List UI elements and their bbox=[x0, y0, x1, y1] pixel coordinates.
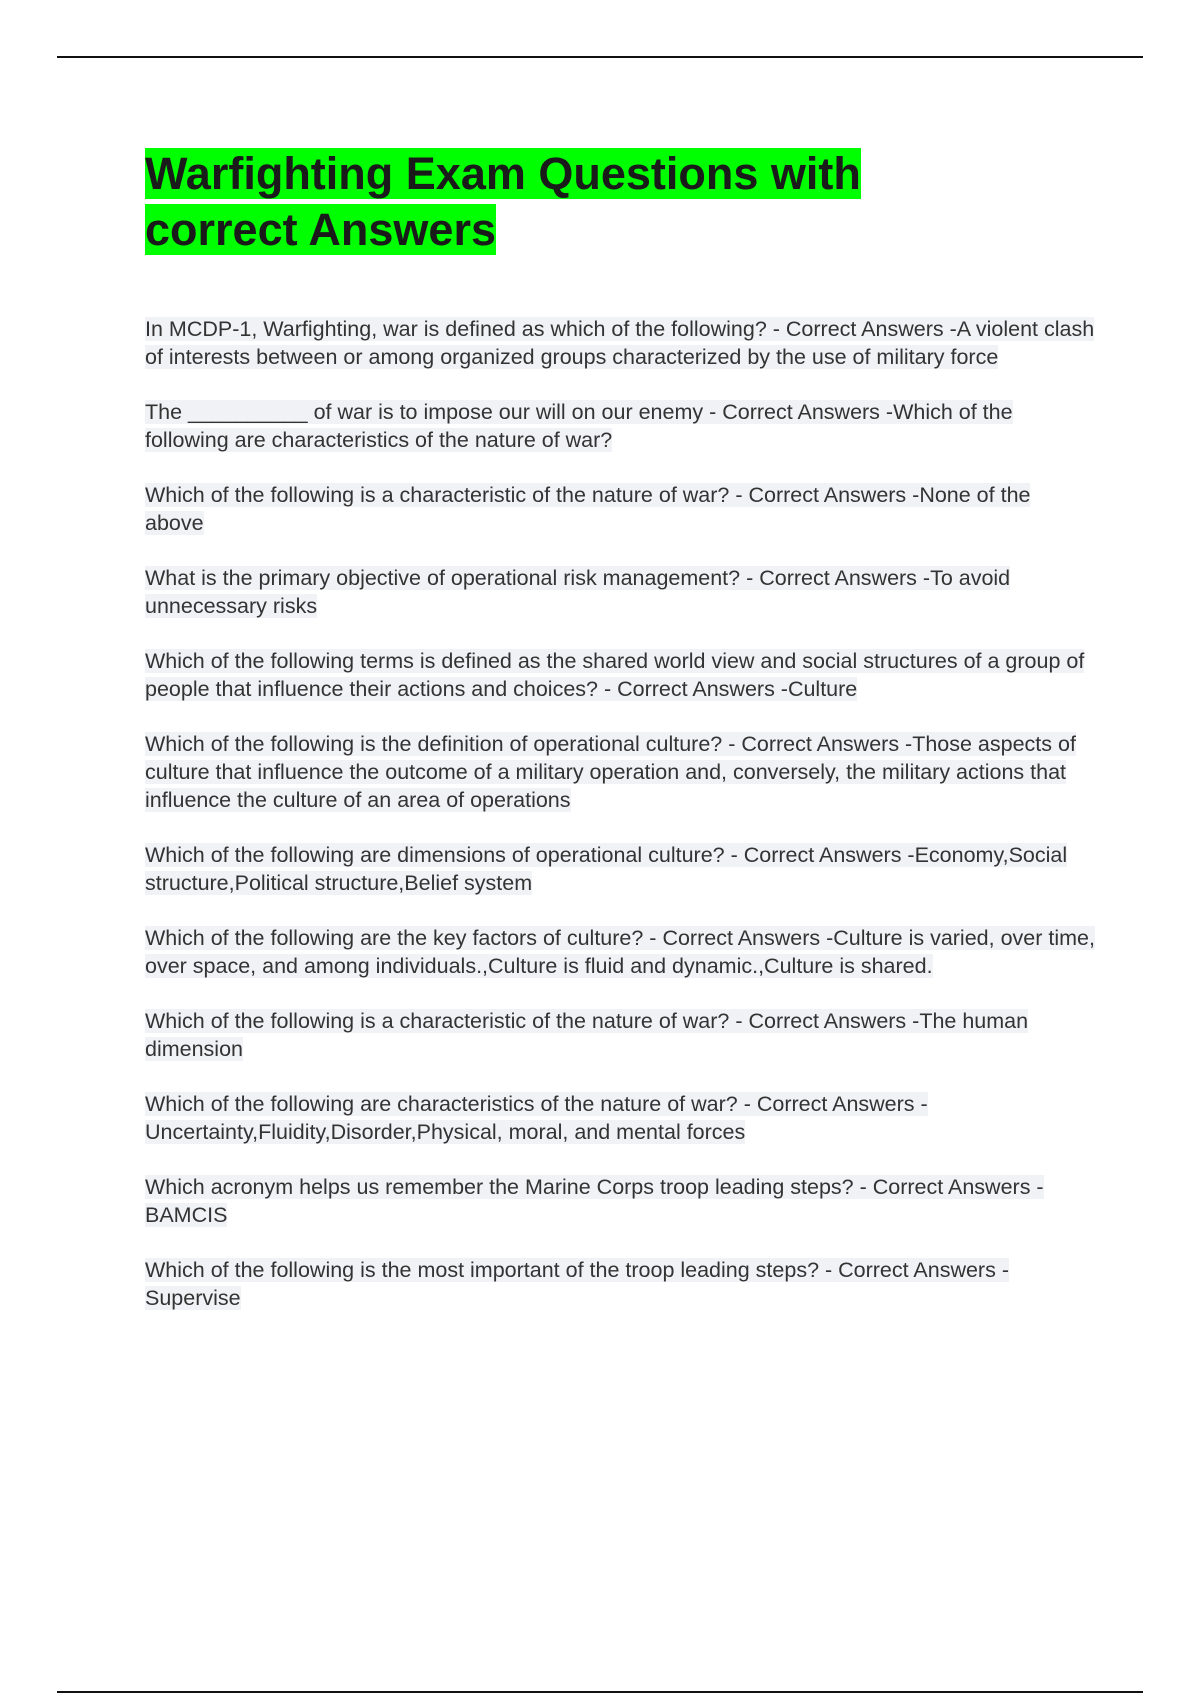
top-rule bbox=[57, 56, 1143, 58]
qa-list bbox=[145, 315, 1095, 1312]
qa-item: What is the primary objective of operational risk management? - Correct Answers -To avoid unnecessary risks bbox=[145, 566, 1011, 618]
qa-item: Which of the following is a characteristic of the nature of war? - Correct Answers -None of the above bbox=[145, 483, 1031, 535]
document-body bbox=[145, 146, 1095, 1339]
qa-item: Which of the following is a characteristic of the nature of war? - Correct Answers -The human dimension bbox=[145, 1009, 1029, 1061]
qa-item: In MCDP-1, Warfighting, war is defined as which of the following? - Correct Answers -A violent clash of interests between or among organized groups characterized by the use of military force bbox=[145, 317, 1095, 369]
qa-item: Which acronym helps us remember the Marine Corps troop leading steps? - Correct Answers -BAMCIS bbox=[145, 1175, 1044, 1227]
qa-item: Which of the following are characteristics of the nature of war? - Correct Answers -Uncertainty,Fluidity,Disorder,Physical, moral, and mental forces bbox=[145, 1092, 928, 1144]
qa-item: The __________ of war is to impose our will on our enemy - Correct Answers -Which of the following are characteristics of the nature of war? bbox=[145, 400, 1013, 452]
qa-item: Which of the following is the most important of the troop leading steps? - Correct Answers -Supervise bbox=[145, 1258, 1009, 1310]
qa-item: Which of the following terms is defined as the shared world view and social structures of a group of people that influence their actions and choices? - Correct Answers -Culture bbox=[145, 649, 1085, 701]
document-title bbox=[145, 146, 935, 258]
bottom-rule bbox=[57, 1691, 1143, 1693]
qa-item: Which of the following are dimensions of operational culture? - Correct Answers -Economy,Social structure,Political structure,Belief system bbox=[145, 843, 1068, 895]
qa-item: Which of the following is the definition of operational culture? - Correct Answers -Those aspects of culture that influence the outcome of a military operation and, conversely, the military actions that influence the culture of an area of operations bbox=[145, 732, 1076, 812]
qa-item: Which of the following are the key factors of culture? - Correct Answers -Culture is varied, over time, over space, and among individuals.,Culture is fluid and dynamic.,Culture is shared. bbox=[145, 926, 1095, 978]
document-title-text: Warfighting Exam Questions with correct Answers bbox=[145, 148, 861, 255]
